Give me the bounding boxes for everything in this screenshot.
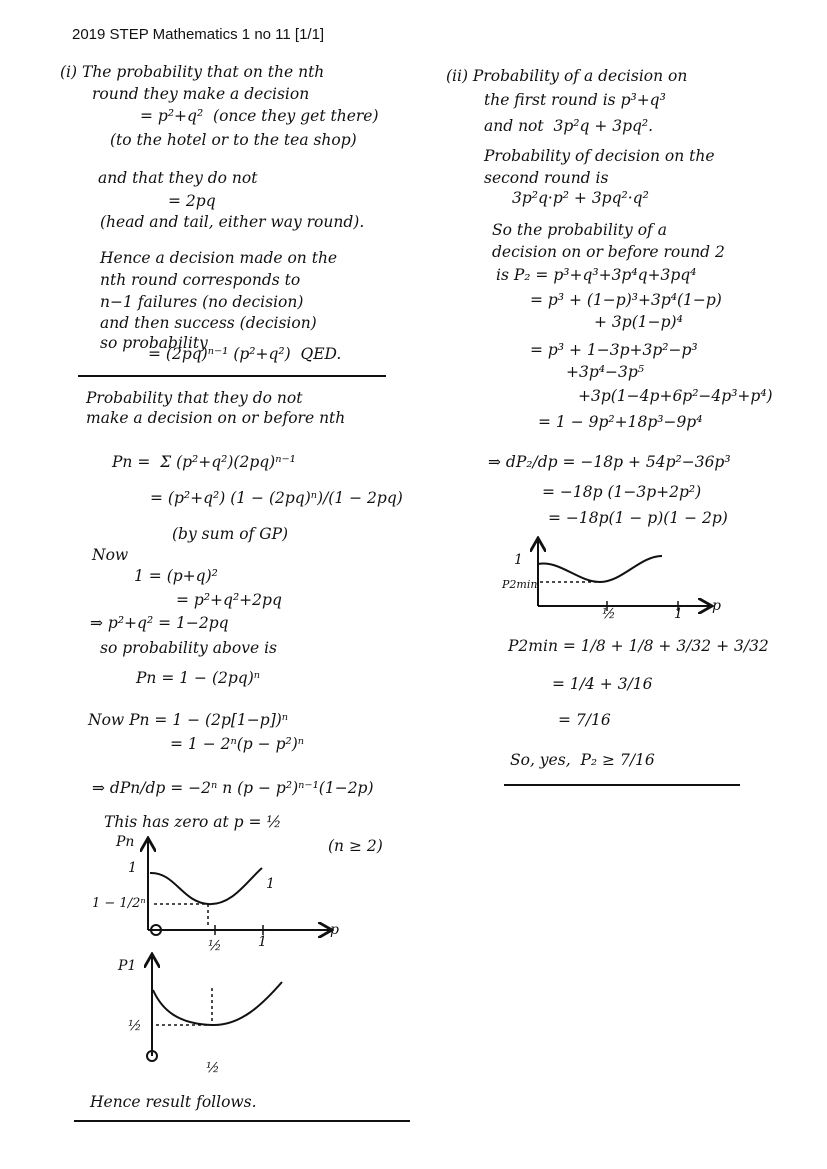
graph3-y-one: 1 xyxy=(514,552,523,568)
graph-p2 xyxy=(538,540,710,611)
text-line: +3p(1−4p+6p²−4p³+p⁴) xyxy=(578,387,773,405)
text-line: Now Pn = 1 − (2p[1−p])ⁿ xyxy=(88,711,289,729)
text-line: round they make a decision xyxy=(92,85,310,103)
graph-p1 xyxy=(147,956,282,1061)
text-line: = p²+q² (once they get there) xyxy=(140,107,379,125)
text-line: the first round is p³+q³ xyxy=(484,91,666,109)
text-line: 1 = (p+q)² xyxy=(134,567,218,585)
text-line: Probability that they do not xyxy=(86,389,303,407)
graph2-y-half: ½ xyxy=(128,1018,142,1034)
text-line: +3p⁴−3p⁵ xyxy=(566,363,644,381)
graph3-y-min: P2min xyxy=(502,578,538,591)
conclusion-text: Hence result follows. xyxy=(90,1093,257,1111)
graph3-x-half: ½ xyxy=(602,606,616,622)
text-line: = p²+q²+2pq xyxy=(176,591,282,609)
graph1-x-one: 1 xyxy=(258,934,267,950)
graph1-y-min: 1 − 1/2ⁿ xyxy=(92,896,146,911)
text-line: (head and tail, either way round). xyxy=(100,213,365,231)
text-line: nth round corresponds to xyxy=(100,271,301,289)
graph1-ylabel: Pn xyxy=(116,834,135,850)
text-line: second round is xyxy=(484,169,609,187)
text-line: = p³ + (1−p)³+3p⁴(1−p) xyxy=(530,291,722,309)
text-line: Now xyxy=(92,546,129,564)
text-line: = (p²+q²) (1 − (2pq)ⁿ)/(1 − 2pq) xyxy=(150,489,403,507)
text-line: so probability xyxy=(100,334,208,352)
graph1-end-label: 1 xyxy=(266,876,275,892)
text-line: + 3p(1−p)⁴ xyxy=(594,313,683,331)
graph1-x-half: ½ xyxy=(208,938,222,954)
text-line: so probability above is xyxy=(100,639,278,657)
graph3-x-one: 1 xyxy=(674,606,683,622)
graph1-y-one: 1 xyxy=(128,860,137,876)
text-line: (to the hotel or to the tea shop) xyxy=(110,131,357,149)
text-line: (ii) Probability of a decision on xyxy=(446,67,688,85)
text-line: = 1 − 9p²+18p³−9p⁴ xyxy=(538,413,703,431)
graph2-ylabel: P1 xyxy=(118,958,137,974)
text-line: = p³ + 1−3p+3p²−p³ xyxy=(530,341,698,359)
section-rule xyxy=(74,1120,410,1122)
text-line: Pn = Σ (p²+q²)(2pq)ⁿ⁻¹ xyxy=(112,453,296,471)
text-line: = 1 − 2ⁿ(p − p²)ⁿ xyxy=(170,735,305,753)
text-line: So, yes, P₂ ≥ 7/16 xyxy=(510,751,655,769)
text-line: = 1/4 + 3/16 xyxy=(552,675,653,693)
text-line: = 2pq xyxy=(168,192,216,210)
text-line: = −18p(1 − p)(1 − 2p) xyxy=(548,509,728,527)
text-line: = −18p (1−3p+2p²) xyxy=(542,483,702,501)
graph1-x-label: p xyxy=(330,922,339,938)
text-line: Probability of decision on the xyxy=(484,147,715,165)
text-line: and that they do not xyxy=(98,169,258,187)
text-line: make a decision on or before nth xyxy=(86,409,346,427)
graph3-x-label: p xyxy=(712,598,721,614)
text-line: So the probability of a xyxy=(492,221,667,239)
text-line: (n ≥ 2) xyxy=(328,837,383,855)
text-line: = (2pq)ⁿ⁻¹ (p²+q²) QED. xyxy=(148,345,342,363)
text-line: Pn = 1 − (2pq)ⁿ xyxy=(136,669,261,687)
section-rule xyxy=(504,784,740,786)
text-line: 3p²q·p² + 3pq²·q² xyxy=(512,189,649,207)
graph-pn xyxy=(148,840,330,935)
text-line: is P₂ = p³+q³+3p⁴q+3pq⁴ xyxy=(496,266,697,284)
text-line: ⇒ dPn/dp = −2ⁿ n (p − p²)ⁿ⁻¹(1−2p) xyxy=(92,779,374,797)
text-line: This has zero at p = ½ xyxy=(104,813,282,831)
text-line: and not 3p²q + 3pq². xyxy=(484,117,654,135)
text-line: P2min = 1/8 + 1/8 + 3/32 + 3/32 xyxy=(508,637,769,655)
text-line: ⇒ dP₂/dp = −18p + 54p²−36p³ xyxy=(488,453,731,471)
text-line: (by sum of GP) xyxy=(172,525,289,543)
page-header: 2019 STEP Mathematics 1 no 11 [1/1] xyxy=(72,26,325,43)
text-line: and then success (decision) xyxy=(100,314,317,332)
text-line: Hence a decision made on the xyxy=(100,249,338,267)
text-line: decision on or before round 2 xyxy=(492,243,725,261)
text-line: ⇒ p²+q² = 1−2pq xyxy=(90,614,229,632)
text-line: = 7/16 xyxy=(558,711,611,729)
text-line: (i) The probability that on the nth xyxy=(60,63,325,81)
text-line: n−1 failures (no decision) xyxy=(100,293,304,311)
graph2-x-half: ½ xyxy=(206,1060,220,1076)
